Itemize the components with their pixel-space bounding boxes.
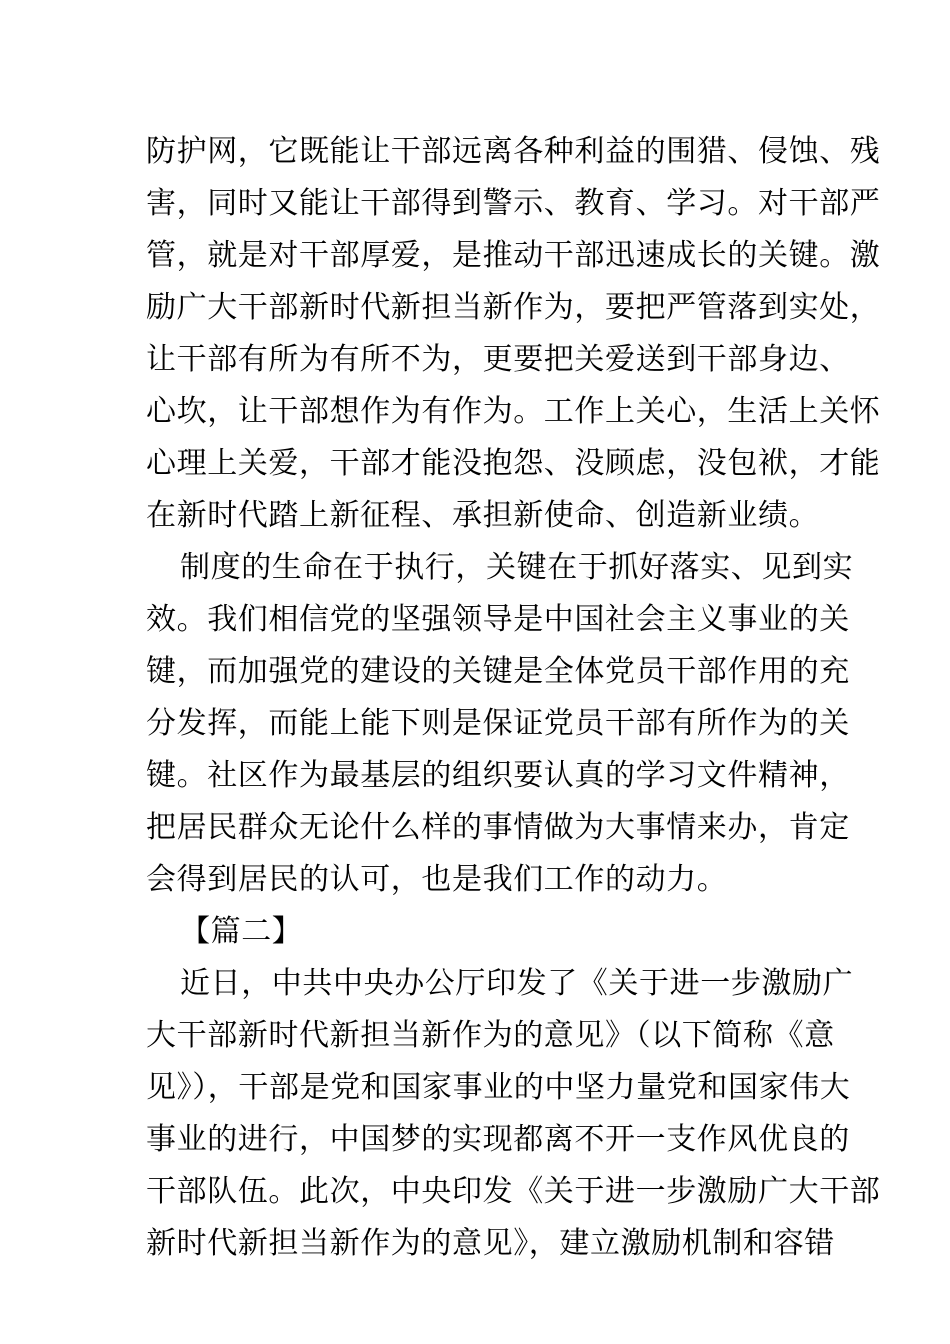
document-body xyxy=(146,126,881,1270)
paragraph-line: 新时代新担当新作为的意见》，建立激励机制和容错 xyxy=(146,1226,835,1261)
paragraph-line: 干部队伍。此次，中央印发《关于进一步激励广大干部 xyxy=(146,1174,881,1209)
paragraph-first-line: 近日，中共中央办公厅印发了《关于进一步激励广 xyxy=(180,966,854,1001)
paragraph-line: 励广大干部新时代新担当新作为，要把严管落到实处， xyxy=(146,290,881,325)
paragraph-line: 事业的进行，中国梦的实现都离不开一支作风优良的 xyxy=(146,1122,850,1157)
section-heading: 【篇二】 xyxy=(180,914,303,949)
paragraph-line: 会得到居民的认可，也是我们工作的动力。 xyxy=(146,862,728,897)
paragraph-line: 害，同时又能让干部得到警示、教育、学习。对干部严 xyxy=(146,186,881,221)
paragraph-line: 管，就是对干部厚爱，是推动干部迅速成长的关键。激 xyxy=(146,238,881,273)
paragraph-line: 防护网，它既能让干部远离各种利益的围猎、侵蚀、残 xyxy=(146,134,881,169)
paragraph-line: 让干部有所为有所不为，更要把关爱送到干部身边、 xyxy=(146,342,850,377)
paragraph-line: 大干部新时代新担当新作为的意见》（以下简称《意 xyxy=(146,1018,835,1053)
paragraph-line: 心理上关爱，干部才能没抱怨、没顾虑，没包袱，才能 xyxy=(146,446,881,481)
paragraph-line: 分发挥，而能上能下则是保证党员干部有所作为的关 xyxy=(146,706,850,741)
paragraph-line: 键，而加强党的建设的关键是全体党员干部作用的充 xyxy=(146,654,850,689)
paragraph-first-line: 制度的生命在于执行，关键在于抓好落实、见到实 xyxy=(180,550,854,585)
paragraph-line: 见》），干部是党和国家事业的中坚力量党和国家伟大 xyxy=(146,1070,851,1105)
paragraph-line: 把居民群众无论什么样的事情做为大事情来办，肯定 xyxy=(146,810,850,845)
paragraph-line: 心坎，让干部想作为有作为。工作上关心，生活上关怀 xyxy=(146,394,881,429)
paragraph-line: 键。社区作为最基层的组织要认真的学习文件精神， xyxy=(146,758,850,793)
paragraph-line: 在新时代踏上新征程、承担新使命、创造新业绩。 xyxy=(146,498,820,533)
paragraph-line: 效。我们相信党的坚强领导是中国社会主义事业的关 xyxy=(146,602,850,637)
